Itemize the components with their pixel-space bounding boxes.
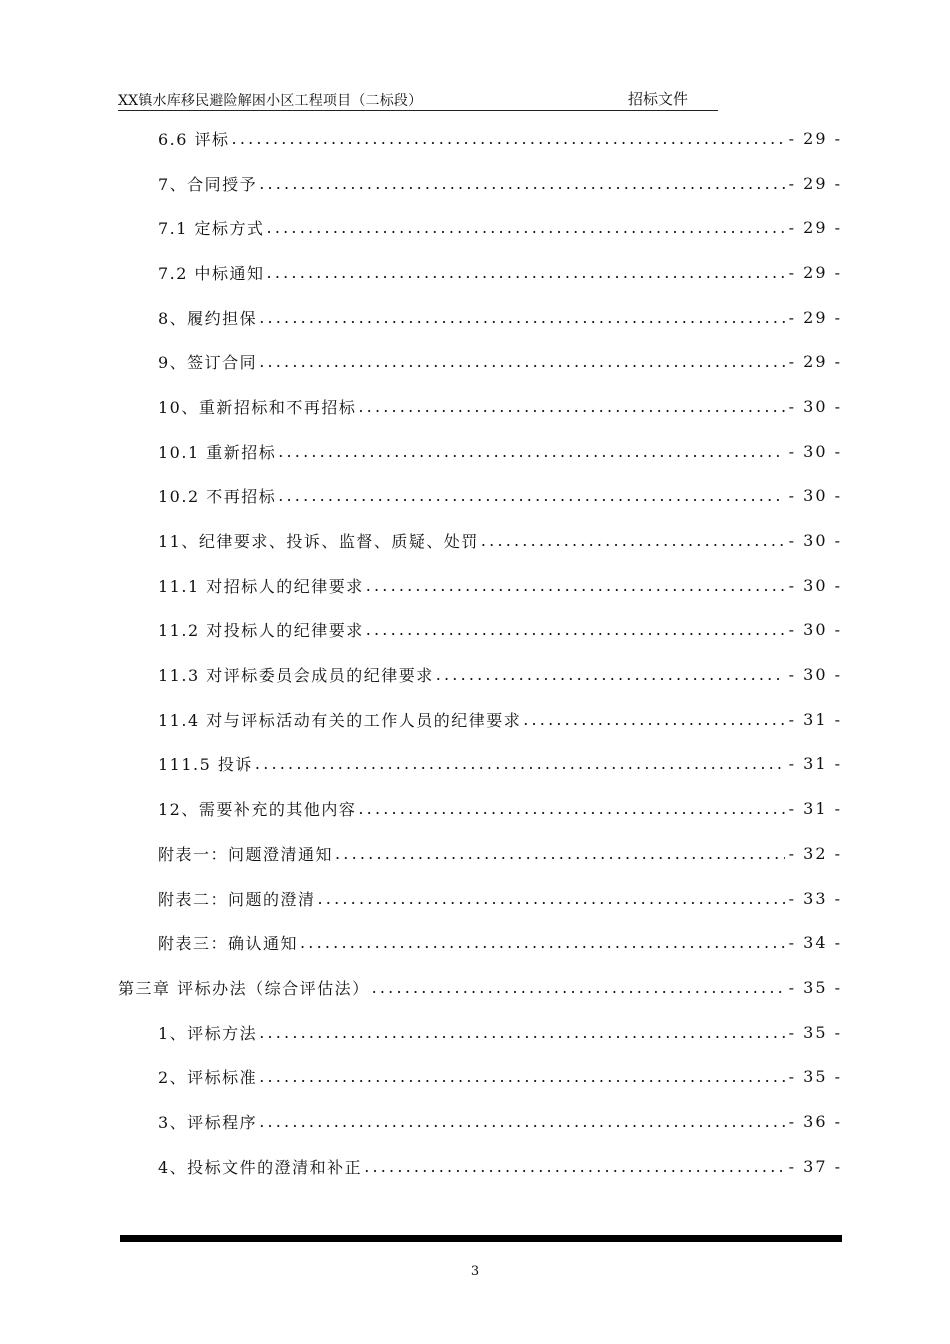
toc-entry[interactable] [118,518,842,563]
toc-entry-page: - 31 - [788,799,842,819]
toc-leader-dots [255,754,785,773]
toc-entry[interactable] [118,384,842,429]
toc-entry-page: - 29 - [788,352,842,372]
toc-entry-title: 10.2 不再招标 [158,487,277,507]
toc-entry-page: - 29 - [788,218,842,238]
toc-leader-dots [259,308,784,327]
toc-entry-title: 6.6 评标 [158,129,230,149]
toc-entry-title: 4、投标文件的澄清和补正 [158,1157,363,1177]
toc-entry-page: - 32 - [788,843,842,863]
toc-entry-page: - 34 - [788,933,842,953]
toc-leader-dots [259,1067,784,1086]
toc-entry-title: 10、重新招标和不再招标 [158,397,357,417]
toc-entry-page: - 36 - [788,1111,842,1131]
toc-entry-page: - 30 - [788,665,842,685]
toc-leader-dots [366,576,785,595]
toc-leader-dots [372,978,785,997]
toc-entry[interactable] [118,295,842,340]
toc-entry-title: 9、签订合同 [158,353,258,373]
toc-entry[interactable] [118,697,842,742]
toc-entry[interactable] [118,786,842,831]
toc-entry-title: 附表三：确认通知 [158,934,299,954]
toc-entry-title: 111.5 投诉 [158,755,253,775]
toc-entry[interactable] [118,563,842,608]
toc-entry-page: - 31 - [788,754,842,774]
table-of-contents [118,116,842,1189]
toc-entry-page: - 33 - [788,888,842,908]
toc-entry[interactable] [118,1144,842,1189]
toc-entry-title: 11.4 对与评标活动有关的工作人员的纪律要求 [158,710,522,730]
toc-entry[interactable] [118,116,842,161]
toc-entry-page: - 37 - [788,1156,842,1176]
toc-entry[interactable] [118,608,842,653]
toc-entry[interactable] [118,920,842,965]
page-header [118,86,718,111]
toc-leader-dots [318,889,785,908]
toc-entry-title: 11、纪律要求、投诉、监督、质疑、处罚 [158,532,479,552]
toc-leader-dots [364,1157,784,1176]
toc-entry[interactable] [118,1099,842,1144]
page-number: 3 [470,1264,480,1279]
toc-entry-title: 12、需要补充的其他内容 [158,800,357,820]
toc-entry[interactable] [118,1054,842,1099]
toc-entry-title: 第三章 评标办法（综合评估法） [118,978,370,998]
toc-leader-dots [358,799,784,818]
toc-entry-title: 附表二：问题的澄清 [158,889,316,909]
toc-leader-dots [523,710,784,729]
toc-entry-page: - 35 - [788,1067,842,1087]
toc-entry-page: - 29 - [788,307,842,327]
toc-entry-title: 10.1 重新招标 [158,442,277,462]
toc-entry[interactable] [118,205,842,250]
toc-entry-title: 附表一：问题澄清通知 [158,844,334,864]
toc-entry[interactable] [118,339,842,384]
toc-entry-page: - 35 - [788,1022,842,1042]
toc-entry-page: - 30 - [788,441,842,461]
toc-entry[interactable] [118,1010,842,1055]
project-title: XX镇水库移民避险解困小区工程项目（二标段） [118,93,423,109]
toc-entry[interactable] [118,250,842,295]
toc-entry-title: 7、合同授予 [158,174,258,194]
toc-entry[interactable] [118,474,842,519]
toc-entry-page: - 30 - [788,396,842,416]
toc-entry-title: 11.1 对招标人的纪律要求 [158,576,364,596]
toc-leader-dots [278,442,784,461]
toc-entry-page: - 30 - [788,486,842,506]
toc-entry-title: 7.1 定标方式 [158,219,265,239]
toc-entry-page: - 35 - [788,977,842,997]
toc-leader-dots [259,174,784,193]
toc-leader-dots [335,844,785,863]
toc-entry-page: - 30 - [788,575,842,595]
toc-entry-title: 3、评标程序 [158,1112,258,1132]
toc-leader-dots [366,620,785,639]
toc-leader-dots [267,263,785,282]
toc-leader-dots [481,531,785,550]
toc-leader-dots [259,1023,784,1042]
toc-entry-page: - 29 - [788,173,842,193]
toc-leader-dots [436,665,785,684]
toc-entry-title: 7.2 中标通知 [158,263,265,283]
document-type: 招标文件 [628,90,689,108]
toc-entry[interactable] [118,429,842,474]
footer-divider [120,1235,842,1242]
toc-entry-page: - 31 - [788,709,842,729]
toc-entry-title: 8、履约担保 [158,308,258,328]
toc-entry[interactable] [118,161,842,206]
toc-entry[interactable] [118,876,842,921]
toc-leader-dots [232,129,785,148]
toc-entry[interactable] [118,965,842,1010]
toc-entry-page: - 30 - [788,620,842,640]
toc-leader-dots [300,933,785,952]
toc-entry-page: - 29 - [788,262,842,282]
toc-entry-page: - 30 - [788,531,842,551]
toc-entry[interactable] [118,742,842,787]
toc-leader-dots [259,352,784,371]
toc-entry[interactable] [118,652,842,697]
toc-entry-title: 11.3 对评标委员会成员的纪律要求 [158,666,434,686]
toc-entry-title: 2、评标标准 [158,1068,258,1088]
toc-leader-dots [259,1112,784,1131]
toc-leader-dots [278,486,784,505]
toc-entry[interactable] [118,831,842,876]
toc-leader-dots [358,397,784,416]
toc-leader-dots [267,218,785,237]
toc-entry-page: - 29 - [788,128,842,148]
toc-entry-title: 1、评标方法 [158,1023,258,1043]
toc-entry-title: 11.2 对投标人的纪律要求 [158,621,364,641]
